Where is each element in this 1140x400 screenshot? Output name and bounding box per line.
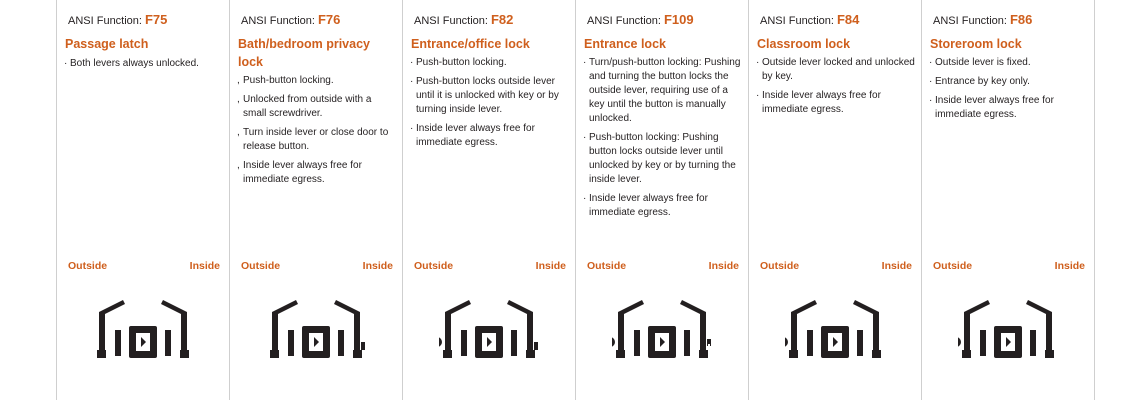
outside-label: Outside bbox=[933, 260, 973, 272]
ansi-prefix: ANSI Function: bbox=[241, 15, 315, 27]
inside-label: Inside bbox=[362, 260, 393, 272]
function-code: F75 bbox=[144, 12, 168, 27]
function-code: F84 bbox=[836, 12, 860, 27]
inside-label: Inside bbox=[1054, 260, 1085, 272]
feature-item: · Inside lever always free for immediate egress. bbox=[410, 122, 570, 150]
outside-label: Outside bbox=[760, 260, 800, 272]
classroom-lock-icon bbox=[785, 284, 885, 360]
feature-item: · Outside lever locked and unlocked by key. bbox=[756, 56, 916, 84]
storeroom-lock-icon bbox=[958, 284, 1058, 360]
function-title: Classroom lock bbox=[757, 37, 851, 51]
inside-label: Inside bbox=[708, 260, 739, 272]
feature-item: , Inside lever always free for immediate egress. bbox=[237, 159, 397, 187]
feature-list bbox=[410, 56, 570, 155]
function-title: Bath/bedroom privacy lock bbox=[238, 37, 370, 69]
ansi-function-heading bbox=[414, 12, 513, 27]
feature-list bbox=[929, 56, 1089, 127]
entrance-office-lock-icon bbox=[439, 284, 539, 360]
inside-label: Inside bbox=[535, 260, 566, 272]
ansi-function-heading bbox=[760, 12, 859, 27]
function-column-f84 bbox=[748, 0, 921, 400]
inside-label: Inside bbox=[881, 260, 912, 272]
function-title: Entrance lock bbox=[584, 37, 666, 51]
entrance-lock-icon bbox=[612, 284, 712, 360]
feature-item: · Entrance by key only. bbox=[929, 75, 1089, 89]
function-code: F109 bbox=[663, 12, 694, 27]
feature-item: · Push-button locking: Pushing button locks outside lever until unlocked by key or by turning the inside lever. bbox=[583, 131, 743, 187]
function-title: Entrance/office lock bbox=[411, 37, 530, 51]
outside-label: Outside bbox=[241, 260, 281, 272]
function-column-f109 bbox=[575, 0, 748, 400]
privacy-lock-icon bbox=[266, 284, 366, 360]
function-code: F76 bbox=[317, 12, 341, 27]
inside-label: Inside bbox=[189, 260, 220, 272]
passage-lock-icon bbox=[93, 284, 193, 360]
ansi-function-heading bbox=[241, 12, 340, 27]
ansi-function-heading bbox=[587, 12, 694, 27]
feature-list bbox=[756, 56, 916, 122]
ansi-prefix: ANSI Function: bbox=[933, 15, 1007, 27]
feature-item: , Unlocked from outside with a small screwdriver. bbox=[237, 93, 397, 121]
feature-item: · Turn/push-button locking: Pushing and turning the button locks the outside lever, requiring use of a key until the button is manually unlocked. bbox=[583, 56, 743, 126]
function-title: Passage latch bbox=[65, 37, 149, 51]
feature-item: · Both levers always unlocked. bbox=[64, 57, 224, 71]
function-column-f76 bbox=[229, 0, 402, 400]
feature-item: · Inside lever always free for immediate egress. bbox=[583, 192, 743, 220]
lock-functions-table bbox=[56, 0, 1096, 400]
feature-list bbox=[237, 74, 397, 192]
ansi-prefix: ANSI Function: bbox=[68, 15, 142, 27]
function-title: Storeroom lock bbox=[930, 37, 1022, 51]
feature-item: , Push-button locking. bbox=[237, 74, 397, 88]
outside-label: Outside bbox=[414, 260, 454, 272]
feature-item: · Inside lever always free for immediate egress. bbox=[929, 94, 1089, 122]
feature-item: · Push-button locks outside lever until it is unlocked with key or by turning inside lever. bbox=[410, 75, 570, 117]
outside-label: Outside bbox=[68, 260, 108, 272]
ansi-function-heading bbox=[933, 12, 1032, 27]
ansi-prefix: ANSI Function: bbox=[587, 15, 661, 27]
feature-item: · Inside lever always free for immediate egress. bbox=[756, 89, 916, 117]
feature-item: · Outside lever is fixed. bbox=[929, 56, 1089, 70]
ansi-function-heading bbox=[68, 12, 167, 27]
function-column-f75 bbox=[56, 0, 229, 400]
function-column-f82 bbox=[402, 0, 575, 400]
ansi-prefix: ANSI Function: bbox=[414, 15, 488, 27]
function-code: F86 bbox=[1009, 12, 1033, 27]
function-code: F82 bbox=[490, 12, 514, 27]
ansi-prefix: ANSI Function: bbox=[760, 15, 834, 27]
function-column-f86 bbox=[921, 0, 1095, 400]
feature-item: , Turn inside lever or close door to release button. bbox=[237, 126, 397, 154]
feature-list bbox=[64, 57, 224, 76]
feature-list bbox=[583, 56, 743, 225]
outside-label: Outside bbox=[587, 260, 627, 272]
feature-item: · Push-button locking. bbox=[410, 56, 570, 70]
